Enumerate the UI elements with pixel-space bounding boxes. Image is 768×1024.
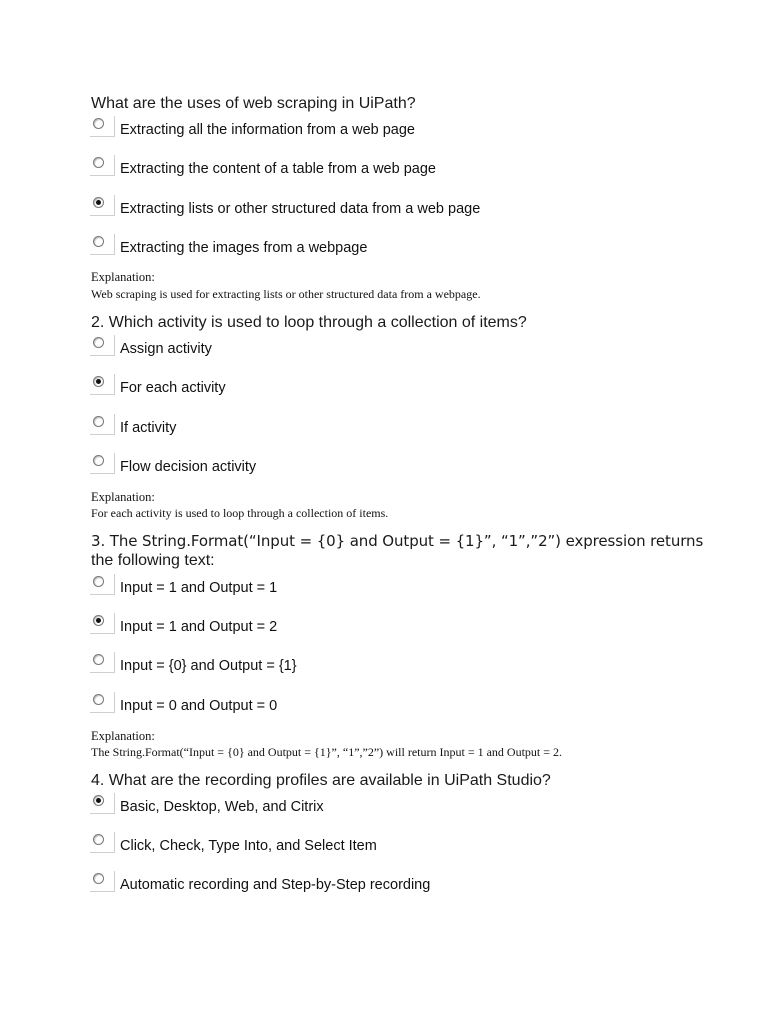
radio-button-unselected[interactable] bbox=[90, 335, 115, 356]
question-2-title: 2. Which activity is used to loop through a collection of items? bbox=[91, 314, 527, 331]
q1-option-1[interactable] bbox=[90, 116, 690, 140]
radio-circle-icon bbox=[93, 157, 104, 168]
radio-dot-icon bbox=[96, 798, 101, 803]
option-label: Extracting lists or other structured data from a web page bbox=[120, 201, 481, 217]
option-label: For each activity bbox=[120, 380, 226, 396]
q3-explanation-heading: Explanation: bbox=[91, 729, 155, 743]
q1-option-4[interactable] bbox=[90, 234, 690, 258]
q3-option-1[interactable] bbox=[90, 574, 690, 598]
radio-circle-icon bbox=[93, 118, 104, 129]
radio-button-selected[interactable] bbox=[90, 374, 115, 395]
q3-option-2[interactable] bbox=[90, 613, 690, 637]
radio-button-unselected[interactable] bbox=[90, 692, 115, 713]
q2-option-1[interactable] bbox=[90, 335, 690, 359]
question-3-title-line-1: 3. The String.Format(“Input = {0} and Output = {1}”, “1”,”2”) expression returns bbox=[91, 532, 704, 550]
radio-circle-icon bbox=[93, 416, 104, 427]
radio-button-unselected[interactable] bbox=[90, 116, 115, 137]
radio-circle-icon bbox=[93, 576, 104, 587]
q1-option-3[interactable] bbox=[90, 195, 690, 219]
q4-option-1[interactable] bbox=[90, 793, 690, 817]
radio-circle-icon bbox=[93, 236, 104, 247]
radio-button-selected[interactable] bbox=[90, 793, 115, 814]
q4-option-2[interactable] bbox=[90, 832, 690, 856]
q3-option-3[interactable] bbox=[90, 652, 690, 676]
radio-button-unselected[interactable] bbox=[90, 234, 115, 255]
q1-explanation-heading: Explanation: bbox=[91, 270, 155, 284]
option-label: If activity bbox=[120, 420, 177, 436]
option-label: Extracting the content of a table from a web page bbox=[120, 161, 436, 177]
question-1-title: What are the uses of web scraping in UiPath? bbox=[91, 95, 416, 112]
radio-button-unselected[interactable] bbox=[90, 453, 115, 474]
radio-dot-icon bbox=[96, 618, 101, 623]
radio-dot-icon bbox=[96, 379, 101, 384]
option-label: Click, Check, Type Into, and Select Item bbox=[120, 838, 377, 854]
q2-explanation-heading: Explanation: bbox=[91, 490, 155, 504]
q1-option-2[interactable] bbox=[90, 155, 690, 179]
radio-button-unselected[interactable] bbox=[90, 832, 115, 853]
option-label: Extracting all the information from a web page bbox=[120, 122, 415, 138]
radio-circle-icon bbox=[93, 834, 104, 845]
q2-explanation-text: For each activity is used to loop through a collection of items. bbox=[91, 506, 389, 520]
radio-circle-icon bbox=[93, 873, 104, 884]
option-label: Input = 1 and Output = 1 bbox=[120, 580, 278, 596]
radio-button-selected[interactable] bbox=[90, 195, 115, 216]
option-label: Input = 1 and Output = 2 bbox=[120, 619, 278, 635]
radio-button-unselected[interactable] bbox=[90, 652, 115, 673]
radio-circle-icon bbox=[93, 455, 104, 466]
radio-button-unselected[interactable] bbox=[90, 574, 115, 595]
option-label: Assign activity bbox=[120, 341, 212, 357]
q3-option-4[interactable] bbox=[90, 692, 690, 716]
option-label: Automatic recording and Step-by-Step recording bbox=[120, 877, 431, 893]
radio-circle-icon bbox=[93, 654, 104, 665]
q2-option-3[interactable] bbox=[90, 414, 690, 438]
option-label: Extracting the images from a webpage bbox=[120, 240, 368, 256]
q1-explanation-text: Web scraping is used for extracting lists or other structured data from a webpage. bbox=[91, 287, 481, 301]
question-4-title: 4. What are the recording profiles are available in UiPath Studio? bbox=[91, 772, 551, 789]
radio-button-unselected[interactable] bbox=[90, 871, 115, 892]
radio-button-selected[interactable] bbox=[90, 613, 115, 634]
radio-circle-icon bbox=[93, 694, 104, 705]
option-label: Input = {0} and Output = {1} bbox=[120, 658, 297, 674]
question-3-title-line-2: the following text: bbox=[91, 552, 215, 569]
radio-button-unselected[interactable] bbox=[90, 414, 115, 435]
q2-option-2[interactable] bbox=[90, 374, 690, 398]
q2-option-4[interactable] bbox=[90, 453, 690, 477]
radio-button-unselected[interactable] bbox=[90, 155, 115, 176]
radio-circle-icon bbox=[93, 337, 104, 348]
option-label: Flow decision activity bbox=[120, 459, 257, 475]
option-label: Basic, Desktop, Web, and Citrix bbox=[120, 799, 324, 815]
q4-option-3[interactable] bbox=[90, 871, 690, 895]
q3-explanation-text: The String.Format(“Input = {0} and Output = {1}”, “1”,”2”) will return Input = 1 and Output = 2. bbox=[91, 745, 563, 759]
radio-dot-icon bbox=[96, 200, 101, 205]
option-label: Input = 0 and Output = 0 bbox=[120, 698, 278, 714]
